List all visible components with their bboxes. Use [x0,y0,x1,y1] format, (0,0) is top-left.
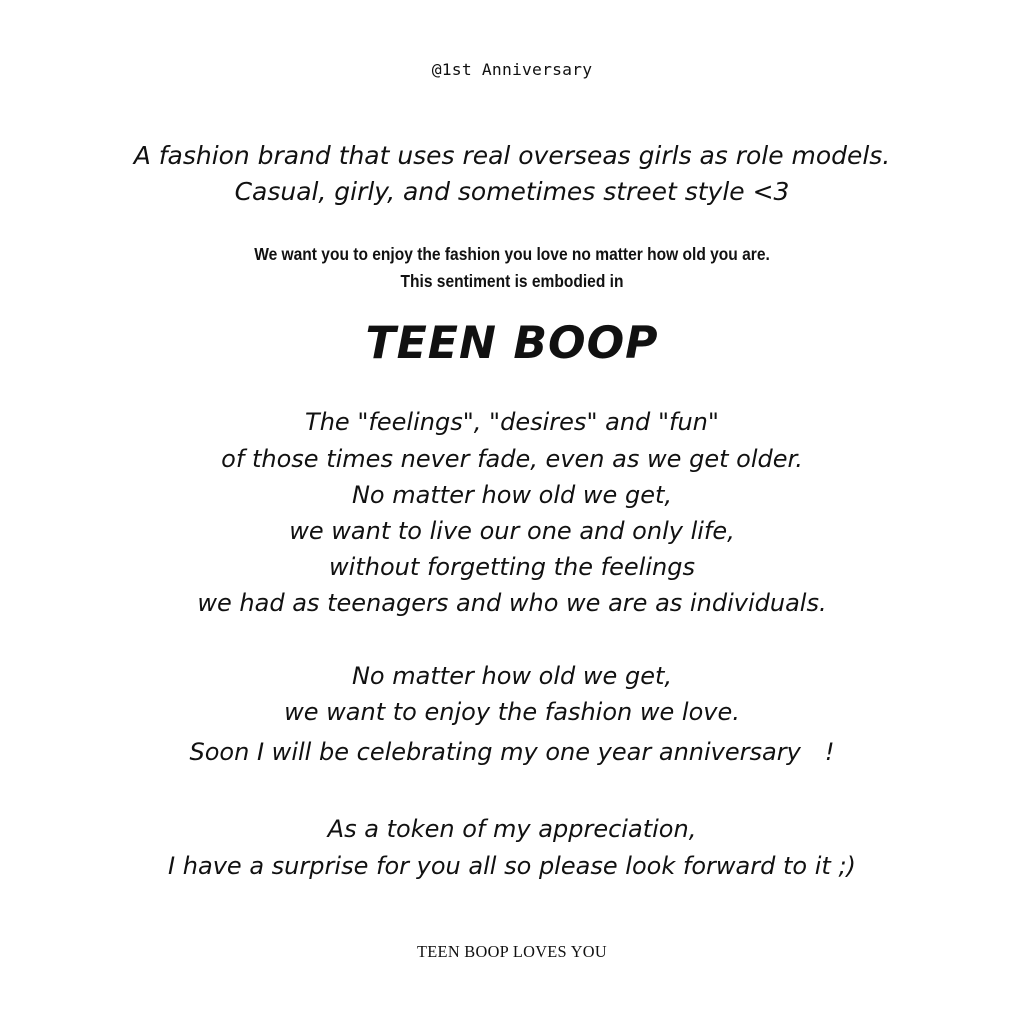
paragraph1-line: The "feelings", "desires" and "fun" [305,408,719,436]
brand-title: TEEN BOOP [365,318,659,369]
intro-line-2: Casual, girly, and sometimes street style <3 [234,177,790,206]
paragraph1-line: we want to live our one and only life, [289,517,735,545]
paragraph1-line: No matter how old we get, [351,481,673,509]
paragraph1-line: we had as teenagers and who we are as individuals. [197,589,827,617]
paragraph2-line: No matter how old we get, [351,662,673,690]
paragraph1-line: without forgetting the feelings [329,553,695,581]
paragraph3-line: I have a surprise for you all so please look forward to it ;) [168,852,856,880]
paragraph1-line: of those times never fade, even as we get older. [221,445,803,473]
anniversary-header: @1st Anniversary [431,60,593,79]
paragraph2-line: Soon I will be celebrating my one year anniversary ! [189,738,835,766]
paragraph2-line: we want to enjoy the fashion we love. [284,698,740,726]
statement-line-2: This sentiment is embodied in [400,271,624,291]
intro-line-1: A fashion brand that uses real overseas girls as role models. [133,141,891,170]
statement-line-1: We want you to enjoy the fashion you love no matter how old you are. [254,244,770,264]
footer-signoff: TEEN BOOP LOVES YOU [417,942,607,961]
paragraph3-line: As a token of my appreciation, [327,815,697,843]
